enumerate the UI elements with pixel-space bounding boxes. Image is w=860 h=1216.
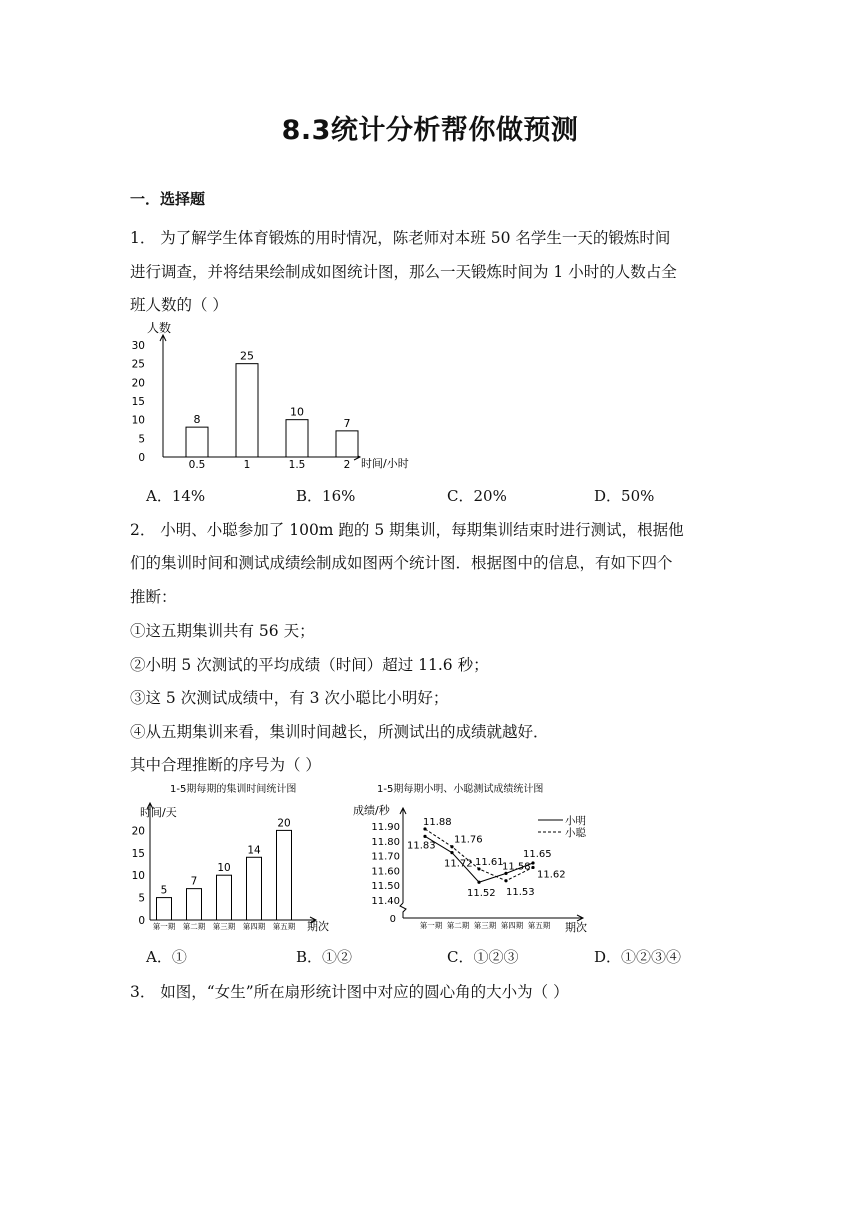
bar-value-label: 10 <box>290 405 304 419</box>
data-point-label: 11.62 <box>537 869 566 881</box>
data-point <box>504 879 507 882</box>
y-tick-label: 11.60 <box>371 866 400 878</box>
bar <box>277 830 292 920</box>
bar-value-label: 8 <box>193 413 201 427</box>
x-tick-label: 第五期 <box>527 921 551 930</box>
x-tick-label: 第五期 <box>272 922 296 931</box>
y-tick-label: 11.70 <box>371 851 400 863</box>
bar-value-label: 14 <box>247 844 261 857</box>
y-tick-label: 0 <box>138 915 145 927</box>
y-tick-label: 15 <box>131 396 145 408</box>
x-tick-label: 第一期 <box>152 922 176 931</box>
q1-option-d: D．50% <box>594 487 655 505</box>
data-point-label: 11.88 <box>423 816 452 828</box>
y-tick-label: 11.50 <box>371 881 400 893</box>
data-point-label: 11.53 <box>506 886 535 898</box>
q2-statement-4: ④从五期集训来看，集训时间越长，所测试出的成绩就越好． <box>130 723 549 741</box>
q1-option-a: A．14% <box>146 487 206 505</box>
q2-option-c: C．①②③ <box>447 948 519 966</box>
q2-line-2: 们的集训时间和测试成绩绘制成如图两个统计图．根据图中的信息，有如下四个 <box>130 554 673 572</box>
data-point <box>423 835 426 838</box>
q1-line-1: 1． 为了解学生体育锻炼的用时情况，陈老师对本班 50 名学生一天的锻炼时间 <box>130 229 671 247</box>
origin-label: 0 <box>389 914 396 925</box>
x-tick-label: 2 <box>343 459 351 470</box>
data-point-label: 11.61 <box>475 856 504 868</box>
q2-statement-3: ③这 5 次测试成绩中，有 3 次小聪比小明好； <box>130 689 449 707</box>
data-point-label: 11.65 <box>523 849 552 860</box>
q2-statement-1: ①这五期集训共有 56 天； <box>130 622 315 640</box>
document-title: 8.3统计分析帮你做预测 <box>281 115 579 146</box>
chart-title: 1-5期每期小明、小聪测试成绩统计图 <box>377 784 544 795</box>
bar-value-label: 7 <box>343 416 351 430</box>
x-tick-label: 第四期 <box>500 921 524 930</box>
bar <box>236 364 258 457</box>
bar <box>247 857 262 920</box>
y-tick-label: 20 <box>131 825 145 838</box>
q2-line-3: 推断： <box>130 588 177 606</box>
legend-label: 小明 <box>565 815 586 827</box>
chart-title: 1-5期每期的集训时间统计图 <box>170 784 297 795</box>
y-tick-label: 11.80 <box>371 836 400 848</box>
bar <box>217 875 232 920</box>
data-point <box>531 866 534 869</box>
bar <box>336 431 358 457</box>
legend-label: 小聪 <box>565 827 586 839</box>
data-point-label: 11.83 <box>407 840 436 852</box>
q2-training-days-bar-chart <box>128 778 338 938</box>
data-point <box>450 851 453 854</box>
q2-test-results-line-chart <box>345 778 610 938</box>
bar <box>187 889 202 920</box>
y-tick-label: 0 <box>138 452 145 464</box>
y-tick-label: 5 <box>138 433 145 446</box>
y-tick-label: 11.90 <box>371 822 400 833</box>
x-tick-label: 第二期 <box>446 921 470 930</box>
bar <box>186 427 208 457</box>
y-axis-break <box>400 903 406 918</box>
y-axis-label: 人数 <box>147 321 172 335</box>
x-tick-label: 0.5 <box>188 459 206 470</box>
x-tick-label: 第三期 <box>473 921 497 930</box>
data-point-label: 11.52 <box>467 888 496 900</box>
y-tick-label: 20 <box>131 377 145 390</box>
bar-value-label: 25 <box>240 349 254 363</box>
bar <box>286 420 308 457</box>
section-heading: 一．选择题 <box>130 190 206 208</box>
data-point <box>531 861 534 864</box>
x-tick-label: 第四期 <box>242 922 266 931</box>
bar-value-label: 20 <box>277 817 291 830</box>
q2-option-b: B．①② <box>296 948 353 966</box>
q1-line-2: 进行调查，并将结果绘制成如图统计图，那么一天锻炼时间为 1 小时的人数占全 <box>130 263 677 281</box>
q1-option-b: B．16% <box>296 487 356 505</box>
y-axis-label: 成绩/秒 <box>353 804 390 817</box>
y-tick-label: 10 <box>131 870 145 883</box>
y-tick-label: 25 <box>131 358 145 371</box>
y-tick-label: 30 <box>131 340 145 352</box>
q2-question-line: 其中合理推断的序号为（ ） <box>130 756 321 774</box>
y-tick-label: 15 <box>131 847 145 860</box>
q2-option-a: A．① <box>146 948 187 966</box>
q2-statement-2: ②小明 5 次测试的平均成绩（时间）超过 11.6 秒； <box>130 656 489 674</box>
x-axis-label: 时间/小时 <box>361 457 409 470</box>
x-tick-label: 1 <box>243 459 251 470</box>
data-point-label: 11.76 <box>454 834 483 846</box>
data-point-label: 11.72 <box>444 858 473 870</box>
x-tick-label: 第二期 <box>182 922 206 931</box>
y-tick-label: 10 <box>131 414 145 427</box>
x-axis-label: 期次 <box>565 921 587 934</box>
q2-line-1: 2． 小明、小聪参加了 100m 跑的 5 期集训，每期集训结束时进行测试，根据他 <box>130 521 684 539</box>
q1-line-3: 班人数的（ ） <box>130 296 228 314</box>
bar-value-label: 10 <box>217 862 231 875</box>
bar-value-label: 7 <box>190 875 198 888</box>
bar <box>157 898 172 920</box>
q1-option-c: C．20% <box>447 487 507 505</box>
x-axis-label: 期次 <box>307 920 329 933</box>
data-point-label: 11.58 <box>502 861 531 873</box>
bar-value-label: 5 <box>160 884 168 897</box>
q2-option-d: D．①②③④ <box>594 948 682 966</box>
x-tick-label: 1.5 <box>288 459 306 470</box>
data-point <box>477 881 480 884</box>
q3-line-1: 3． 如图，“女生”所在扇形统计图中对应的圆心角的大小为（ ） <box>130 983 569 1001</box>
q1-bar-chart <box>125 320 445 470</box>
y-tick-label: 11.40 <box>371 896 400 907</box>
y-axis-label: 时间/天 <box>140 806 177 819</box>
x-tick-label: 第一期 <box>419 921 443 930</box>
y-tick-label: 5 <box>138 892 145 905</box>
x-tick-label: 第三期 <box>212 922 236 931</box>
